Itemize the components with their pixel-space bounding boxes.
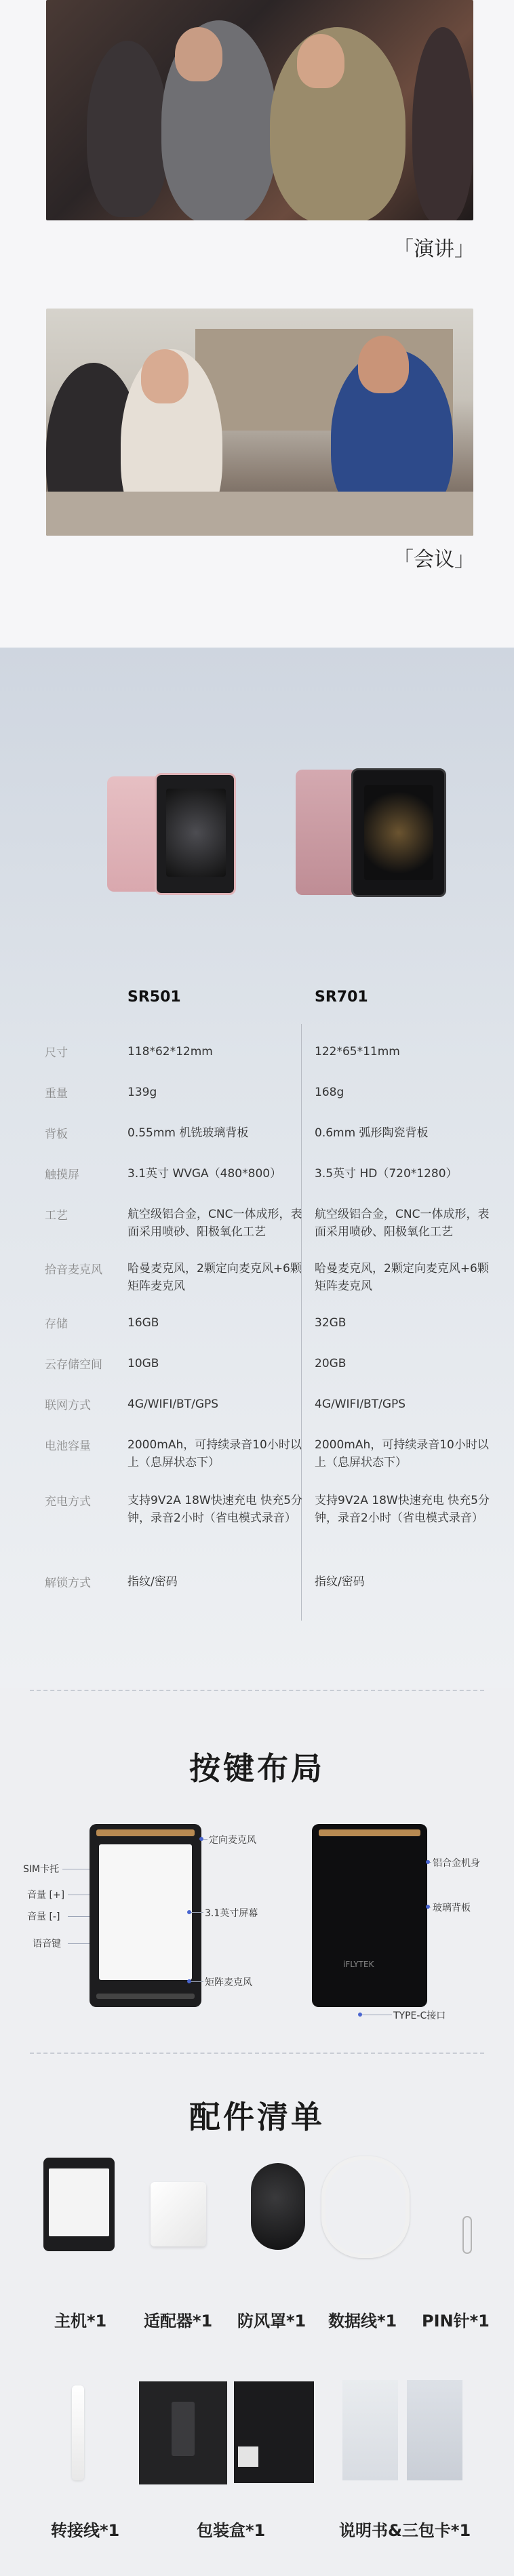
sr501-device-back — [107, 776, 161, 892]
adapter-cable — [72, 2385, 84, 2480]
sr501-device-front — [155, 773, 236, 895]
acc-pin-label: PIN针*1 — [422, 2312, 490, 2331]
acc-windshield-label: 防风罩*1 — [237, 2312, 307, 2331]
directional-mic-label: 定向麦克风 — [209, 1835, 256, 1846]
meeting-photo — [46, 309, 473, 536]
acc-manual-label: 说明书&三包卡*1 — [339, 2521, 471, 2540]
leader-line — [68, 1916, 90, 1917]
sr701-device-front — [351, 768, 446, 897]
meeting-caption: 「会议」 — [393, 548, 475, 572]
aluminum-body-label: 铝合金机身 — [433, 1858, 480, 1869]
windshield — [251, 2163, 305, 2250]
acc-box-label: 包装盒*1 — [197, 2521, 266, 2540]
divider — [30, 2053, 484, 2054]
voice-key-label: 语音键 — [33, 1939, 61, 1949]
acc-cable-label: 数据线*1 — [328, 2312, 397, 2331]
manual — [342, 2380, 398, 2480]
warranty-card — [407, 2380, 462, 2480]
package-box-back — [234, 2381, 314, 2483]
host-device — [43, 2158, 115, 2251]
key-layout-title: 按键布局 — [189, 1750, 325, 1787]
iflytek-logo: iFLYTEK — [343, 1960, 374, 1969]
volume-down-label: 音量 [-] — [27, 1911, 60, 1922]
leader-line — [191, 1981, 203, 1982]
sim-tray-label: SIM卡托 — [23, 1864, 60, 1875]
leader-line — [430, 1862, 431, 1863]
speech-photo — [46, 0, 473, 220]
back-device — [312, 1824, 427, 2007]
speech-caption: 「演讲」 — [393, 237, 475, 261]
screen-label: 3.1英寸屏幕 — [205, 1908, 258, 1919]
leader-line — [191, 1912, 203, 1913]
acc-host-label: 主机*1 — [54, 2312, 107, 2331]
data-cable — [321, 2156, 410, 2258]
leader-line — [203, 1839, 207, 1840]
model-sr701: SR701 — [315, 989, 368, 1006]
leader-line — [68, 1943, 90, 1944]
accessories-title: 配件清单 — [189, 2099, 325, 2135]
typec-port-label: TYPE-C接口 — [393, 2010, 446, 2021]
front-device — [90, 1824, 201, 2007]
sr701-device-back — [296, 770, 357, 895]
acc-adapter-cable-label: 转接线*1 — [51, 2521, 120, 2540]
pin-needle — [462, 2216, 472, 2254]
package-box — [139, 2381, 227, 2484]
volume-up-label: 音量 [+] — [27, 1890, 65, 1901]
divider — [30, 1690, 484, 1691]
acc-adapter-label: 适配器*1 — [144, 2312, 213, 2331]
model-sr501: SR501 — [127, 989, 181, 1006]
matrix-mic-label: 矩阵麦克风 — [205, 1977, 252, 1988]
scenario-section — [0, 0, 514, 648]
adapter — [151, 2182, 206, 2246]
glass-back-label: 玻璃背板 — [433, 1903, 471, 1914]
